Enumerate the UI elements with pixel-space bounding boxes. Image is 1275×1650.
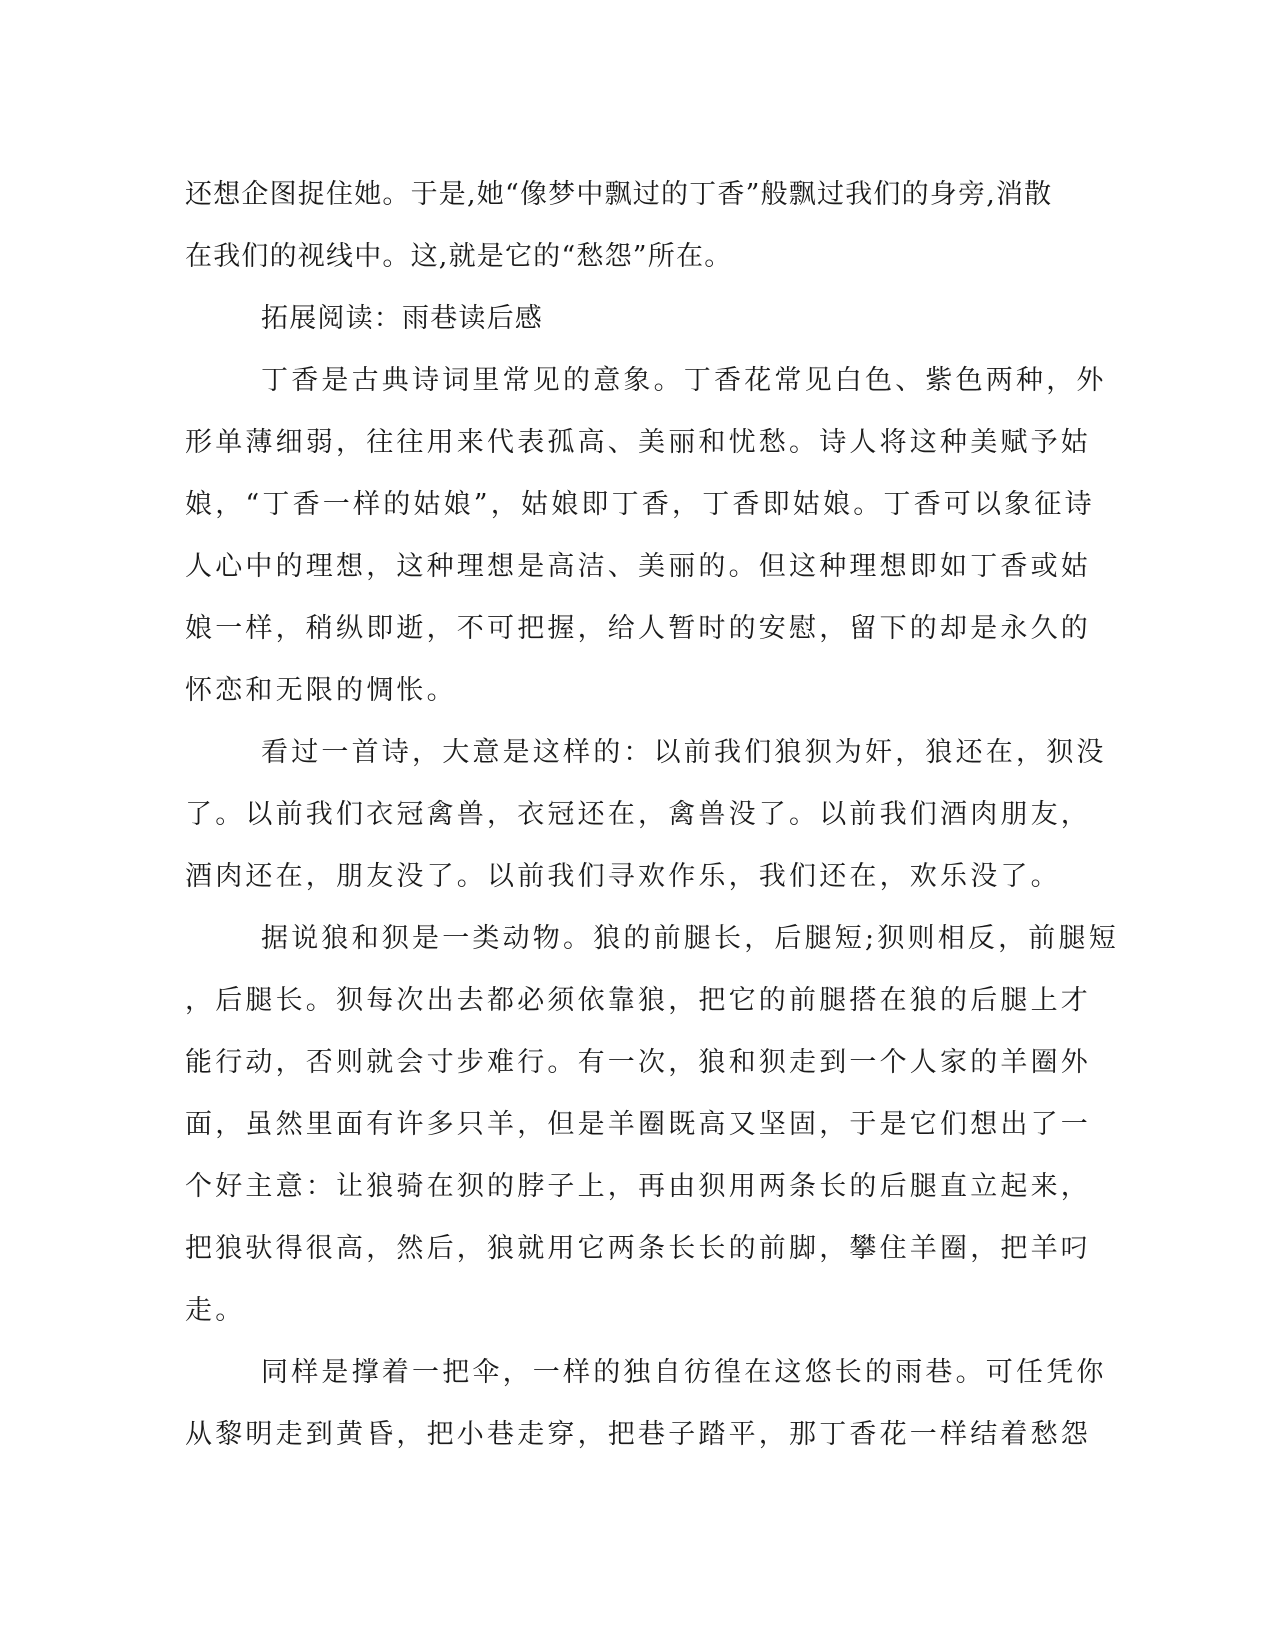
paragraph (185, 350, 1107, 722)
text-line: 还想企图捉住她。于是,她“像梦中飘过的丁香”般飘过我们的身旁,消散 (185, 179, 1053, 210)
paragraph (185, 908, 1119, 1342)
text-line: 同样是撑着一把伞，一样的独自彷徨在这悠长的雨巷。可任凭你 (261, 1357, 1107, 1388)
text-line: 怀恋和无限的惆怅。 (185, 675, 457, 706)
text-line: 据说狼和狈是一类动物。狼的前腿长，后腿短;狈则相反，前腿短 (261, 923, 1119, 954)
text-line: 人心中的理想，这种理想是高洁、美丽的。但这种理想即如丁香或姑 (185, 551, 1091, 582)
paragraph (185, 288, 1085, 350)
text-line: 能行动，否则就会寸步难行。有一次，狼和狈走到一个人家的羊圈外 (185, 1047, 1091, 1078)
body-text (185, 164, 1119, 1466)
paragraph (185, 722, 1107, 908)
text-line: 面，虽然里面有许多只羊，但是羊圈既高又坚固，于是它们想出了一 (185, 1109, 1091, 1140)
text-line: 个好主意：让狼骑在狈的脖子上，再由狈用两条长的后腿直立起来， (185, 1171, 1091, 1202)
text-line: 丁香是古典诗词里常见的意象。丁香花常见白色、紫色两种，外 (261, 365, 1107, 396)
text-line: 走。 (185, 1295, 246, 1326)
paragraph (185, 1342, 1107, 1466)
paragraph (185, 164, 1085, 288)
text-line: 了。以前我们衣冠禽兽，衣冠还在，禽兽没了。以前我们酒肉朋友， (185, 799, 1091, 830)
text-line: 拓展阅读：雨巷读后感 (261, 303, 543, 334)
text-line: 看过一首诗，大意是这样的：以前我们狼狈为奸，狼还在，狈没 (261, 737, 1107, 768)
text-line: 从黎明走到黄昏，把小巷走穿，把巷子踏平，那丁香花一样结着愁怨 (185, 1419, 1091, 1450)
text-line: 在我们的视线中。这,就是它的“愁怨”所在。 (185, 241, 733, 272)
text-line: 把狼驮得很高，然后，狼就用它两条长长的前脚，攀住羊圈，把羊叼 (185, 1233, 1091, 1264)
text-line: 娘，“丁香一样的姑娘”，姑娘即丁香，丁香即姑娘。丁香可以象征诗 (185, 489, 1095, 520)
text-line: 酒肉还在，朋友没了。以前我们寻欢作乐，我们还在，欢乐没了。 (185, 861, 1061, 892)
text-line: 娘一样，稍纵即逝，不可把握，给人暂时的安慰，留下的却是永久的 (185, 613, 1091, 644)
text-line: 形单薄细弱，往往用来代表孤高、美丽和忧愁。诗人将这种美赋予姑 (185, 427, 1091, 458)
text-line: ，后腿长。狈每次出去都必须依靠狼，把它的前腿搭在狼的后腿上才 (185, 985, 1091, 1016)
